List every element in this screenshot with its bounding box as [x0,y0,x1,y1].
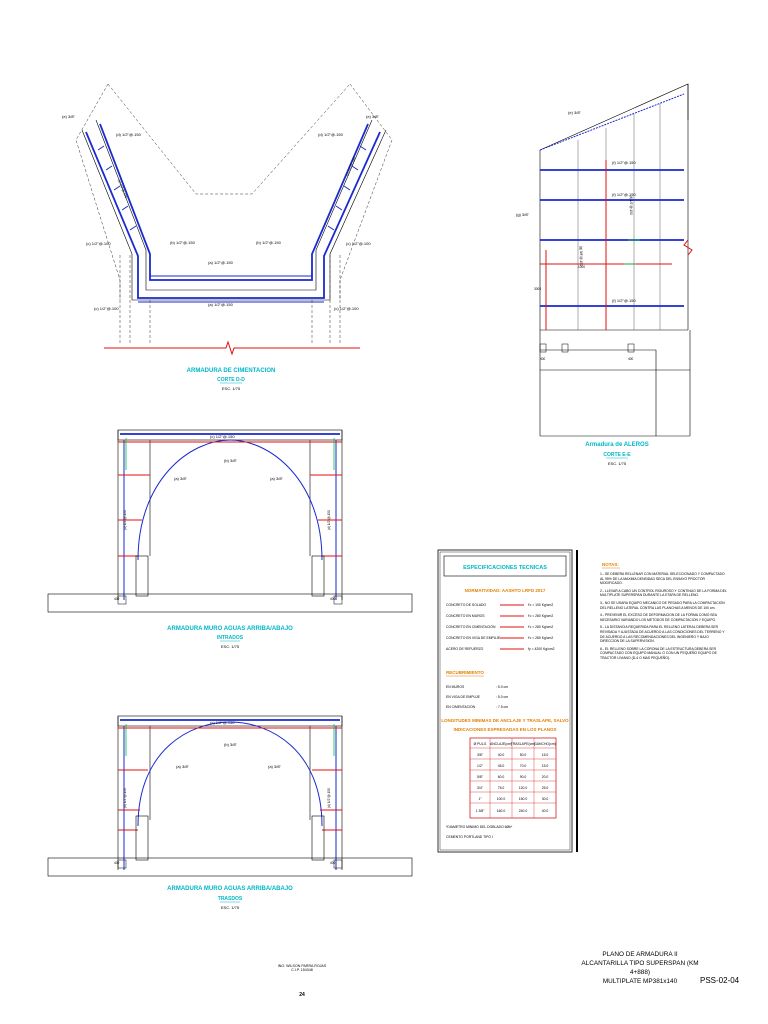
concrete-value: f'c = 280 Kg/cm2 [528,614,554,618]
svg-text:(a) 3/8": (a) 3/8" [268,764,281,769]
signature-cip: C.I.P. 154348 [291,968,313,973]
table-cell: 60.0 [497,775,505,779]
svg-text:400: 400 [540,357,546,361]
concrete-item: ACERO DE REFUERZO [446,647,484,651]
svg-text:400: 400 [330,597,336,601]
specs-box [438,550,572,852]
svg-text:(c) 1/2"@.100: (c) 1/2"@.100 [346,241,371,246]
svg-text:(a) 3/8": (a) 3/8" [270,476,283,481]
page-number: 24 [299,992,305,998]
concrete-item: CONCRETO EN MUROS [446,614,485,618]
concrete-value: fy = 4200 Kg/cm2 [528,647,555,651]
notes-list [600,572,728,664]
concrete-item: CONCRETO EN VIGA DE EMPUJE [446,636,501,640]
svg-text:(d) 1/2"@.150: (d) 1/2"@.150 [123,510,127,530]
table-cell: 30.0 [541,797,549,801]
svg-text:(c) 1/2"@.100: (c) 1/2"@.100 [117,178,129,199]
specs-norma: NORMATIVIDAD: AASHTO LRFD 2017 [464,588,546,593]
table-cell: 3/8" [477,753,483,757]
table-cell: 20.0 [541,775,549,779]
svg-text:(c) 1/2"@.100: (c) 1/2"@.100 [86,241,111,246]
svg-text:(d) 1/2"@.150: (d) 1/2"@.150 [318,132,343,137]
recub-value: : 5.0 cm [496,685,509,689]
table-cell: 150.0 [518,797,528,801]
svg-text:3000: 3000 [534,287,542,291]
aleros-title: Armadura de ALEROS [585,442,649,448]
recub-item: EN VIGA DE EMPUJE [446,695,480,699]
svg-text:1000: 1000 [578,265,586,269]
aleros-sub: CORTE E-E [603,452,631,458]
svg-text:400: 400 [330,861,336,865]
specs-foot2: CEMENTO PORTLAND TIPO I [446,835,493,839]
table-header: TRASLAPE(cm) [510,742,536,746]
table-header: GANCHO(cm) [534,742,556,746]
specs-title: ESPECIFICACIONES TECNICAS [463,565,547,571]
svg-text:(c) 1/2"@.150: (c) 1/2"@.150 [210,720,235,725]
table-cell: 1 3/8" [475,809,485,813]
long-title-2: INDICACIONES EXPRESADAS EN LOS PLANOS [453,727,557,732]
svg-text:(d) 1/2"@.150: (d) 1/2"@.150 [116,132,141,137]
plan-multiplate: MULTIPLATE MP381x140 [602,978,678,985]
table-cell: 70.0 [519,764,527,768]
svg-text:(b) 3/8": (b) 3/8" [224,458,237,463]
table-cell: 90.0 [519,775,527,779]
table-cell: 160.0 [496,809,506,813]
table-cell: 3/4" [477,786,483,790]
concrete-value: f'c = 280 Kg/cm2 [528,625,554,629]
recub-value: : 7.5 cm [496,705,509,709]
plan-subtitle: ALCANTARILLA TIPO SUPERSPAN (KM 4+888) [581,960,699,976]
intrados-sub: INTRADOS [216,635,244,641]
cimentacion-scale: ESC. 1/75 [221,386,241,391]
concrete-item: CONCRETO DE SOLADO [446,603,487,607]
svg-text:(e) 3/8": (e) 3/8" [62,114,75,119]
table-header: Ø PULG [473,742,487,746]
table-cell: 1" [478,797,482,801]
table-cell: 15.0 [541,764,549,768]
svg-text:400: 400 [628,357,634,361]
table-cell: 40.0 [541,809,549,813]
svg-text:(c) 1/2"@.100: (c) 1/2"@.100 [94,306,119,311]
intrados-scale: ESC. 1/75 [220,644,240,649]
svg-text:(c) 1/2"@.100: (c) 1/2"@.100 [334,306,359,311]
note-item: 1.- SE DEBERA RELLENAR CON MATERIAL SELECCIONADO Y COMPACTADO AL 95% DE LA MAXIMA DENSIDAD SECA DEL ENSAYO PROCTOR MODIFICADO. [600,572,725,586]
trasdos-title: ARMADURA MURO AGUAS ARRIBA/ABAJO [167,886,293,892]
cimentacion-drawing [62,84,392,391]
table-cell: 25.0 [541,786,549,790]
title-block [580,950,700,986]
svg-text:(e) 3/8": (e) 3/8" [568,110,581,115]
svg-text:(a) 1/2"@.150: (a) 1/2"@.150 [208,302,233,307]
svg-text:(d) 1/2"@.150: (d) 1/2"@.150 [327,510,331,530]
note-item: 4.- PREVENIR EL EXCESO DE DEFORMACION DE LA FORMA COMO SEA NECESARIO VARIANDO LOS METODOS DE COMPACTACION Y EQUIPO. [600,613,717,622]
aleros-drawing [516,84,692,466]
signature [262,964,342,973]
table-cell: 15.0 [541,753,549,757]
recub-item: EN MUROS [446,685,465,689]
svg-text:(g) 3/8": (g) 3/8" [516,212,529,217]
concrete-list [446,603,555,651]
svg-text:(b) 3/8": (b) 3/8" [224,742,237,747]
svg-text:400: 400 [114,597,120,601]
table-header: ANCLAJE(cm) [489,742,513,746]
intrados-drawing [48,430,412,649]
table-cell: 120.0 [518,786,528,790]
svg-text:(a) 1/2"@.150: (a) 1/2"@.150 [208,260,233,265]
trasdos-scale: ESC. 1/75 [220,905,240,910]
table-cell: 240.0 [518,809,528,813]
table-cell: 50.0 [519,753,527,757]
svg-text:(a) 3/8": (a) 3/8" [176,764,189,769]
svg-text:(g) 3/8"@.150: (g) 3/8"@.150 [579,246,583,266]
svg-text:(a) 3/8": (a) 3/8" [174,476,187,481]
notes-title: NOTAS: [602,562,619,567]
plan-code: PSS-02-04 [700,976,740,985]
svg-text:(d) 1/2"@.150: (d) 1/2"@.150 [327,788,331,808]
trasdos-sub: TRASDOS [217,896,243,902]
table-cell: 100.0 [496,797,506,801]
svg-text:(f) 1/2"@.150: (f) 1/2"@.150 [629,196,633,215]
intrados-title: ARMADURA MURO AGUAS ARRIBA/ABAJO [167,626,293,632]
svg-text:(f) 1/2"@.150: (f) 1/2"@.150 [612,160,636,165]
svg-text:(b) 1/2"@.150: (b) 1/2"@.150 [170,240,195,245]
note-item: 3.- NO SE USARA EQUIPO MECANICO DE PESADO PARA LA COMPACTACION DEL RELLENO LATERAL CONTRA LAS PLANCHAS A MENOS DE 100 cm. [600,600,725,610]
recub-value: : 5.0 cm [496,695,509,699]
plan-title: PLANO DE ARMADURA II [602,951,678,958]
table-cell: 40.0 [497,753,505,757]
concrete-value: f'c = 280 Kg/cm2 [528,636,554,640]
cimentacion-title: ARMADURA DE CIMENTACION [186,368,276,374]
signature-name: ING. WILSON PARRA ROJAS [277,964,327,968]
table-cell: 75.0 [497,786,505,790]
svg-text:(c) 1/2"@.100: (c) 1/2"@.100 [345,156,357,177]
svg-text:(f) 1/2"@.150: (f) 1/2"@.150 [612,192,636,197]
note-item: 5.- LA DISTANCIA REQUERIDA PARA EL RELLENO LATERAL DEBERA SER REVISADA Y AJUSTADA DE ACUERDO A LAS CONDICIONES DEL TERRENO Y DE ACUERDO A LAS RECOMENDACIONES DEL INGENIERO Y BAJO DIRECCION DE LA SUPERVISION. [600,625,725,644]
svg-text:(f) 1/2"@.150: (f) 1/2"@.150 [612,298,636,303]
svg-text:(c) 1/2"@.150: (c) 1/2"@.150 [210,434,235,439]
anchorage-table [470,738,556,818]
svg-text:400: 400 [114,861,120,865]
svg-text:(b) 1/2"@.150: (b) 1/2"@.150 [256,240,281,245]
trasdos-drawing [48,716,412,910]
long-title-1: LONGITUDES MINIMAS DE ANCLAJE Y TRASLAPE, SALVO [441,718,569,723]
recub-item: EN CIMENTACION [446,705,476,709]
concrete-item: CONCRETO EN CIMENTACION [446,625,496,629]
note-item: 2.- LLEVAR A CABO UN CONTROL RIGUROSO Y CONTINUO DE LA FORMA DEL MULTIPLATE SUPERSPAN DURANTE LA ETAPA DE RELLENO. [600,588,727,598]
concrete-value: f'c = 100 Kg/cm2 [528,603,554,607]
table-cell: 5/8" [477,775,483,779]
specs-foot1: *DIAMETRO MINIMO DEL DOBLADO 6Øb* [446,825,513,829]
svg-text:(e) 3/8": (e) 3/8" [366,114,379,119]
table-cell: 45.0 [497,764,505,768]
table-cell: 1/2" [477,764,483,768]
cimentacion-sub: CORTE D-D [217,377,245,383]
aleros-scale: ESC. 1/75 [607,461,627,466]
recub-title: RECUBRIMIENTO [446,670,484,675]
svg-text:(d) 1/2"@.150: (d) 1/2"@.150 [123,788,127,808]
note-item: 6.- EL RELLENO SOBRE LA CORONA DE LA ESTRUCTURA DEBERA SER COMPACTADO CON EQUIPO MANUAL O CON UN PEQUEÑO EQUIPO DE TRACTOR LIVIANO (D-4 O MAS PEQUEÑO). [600,646,717,660]
